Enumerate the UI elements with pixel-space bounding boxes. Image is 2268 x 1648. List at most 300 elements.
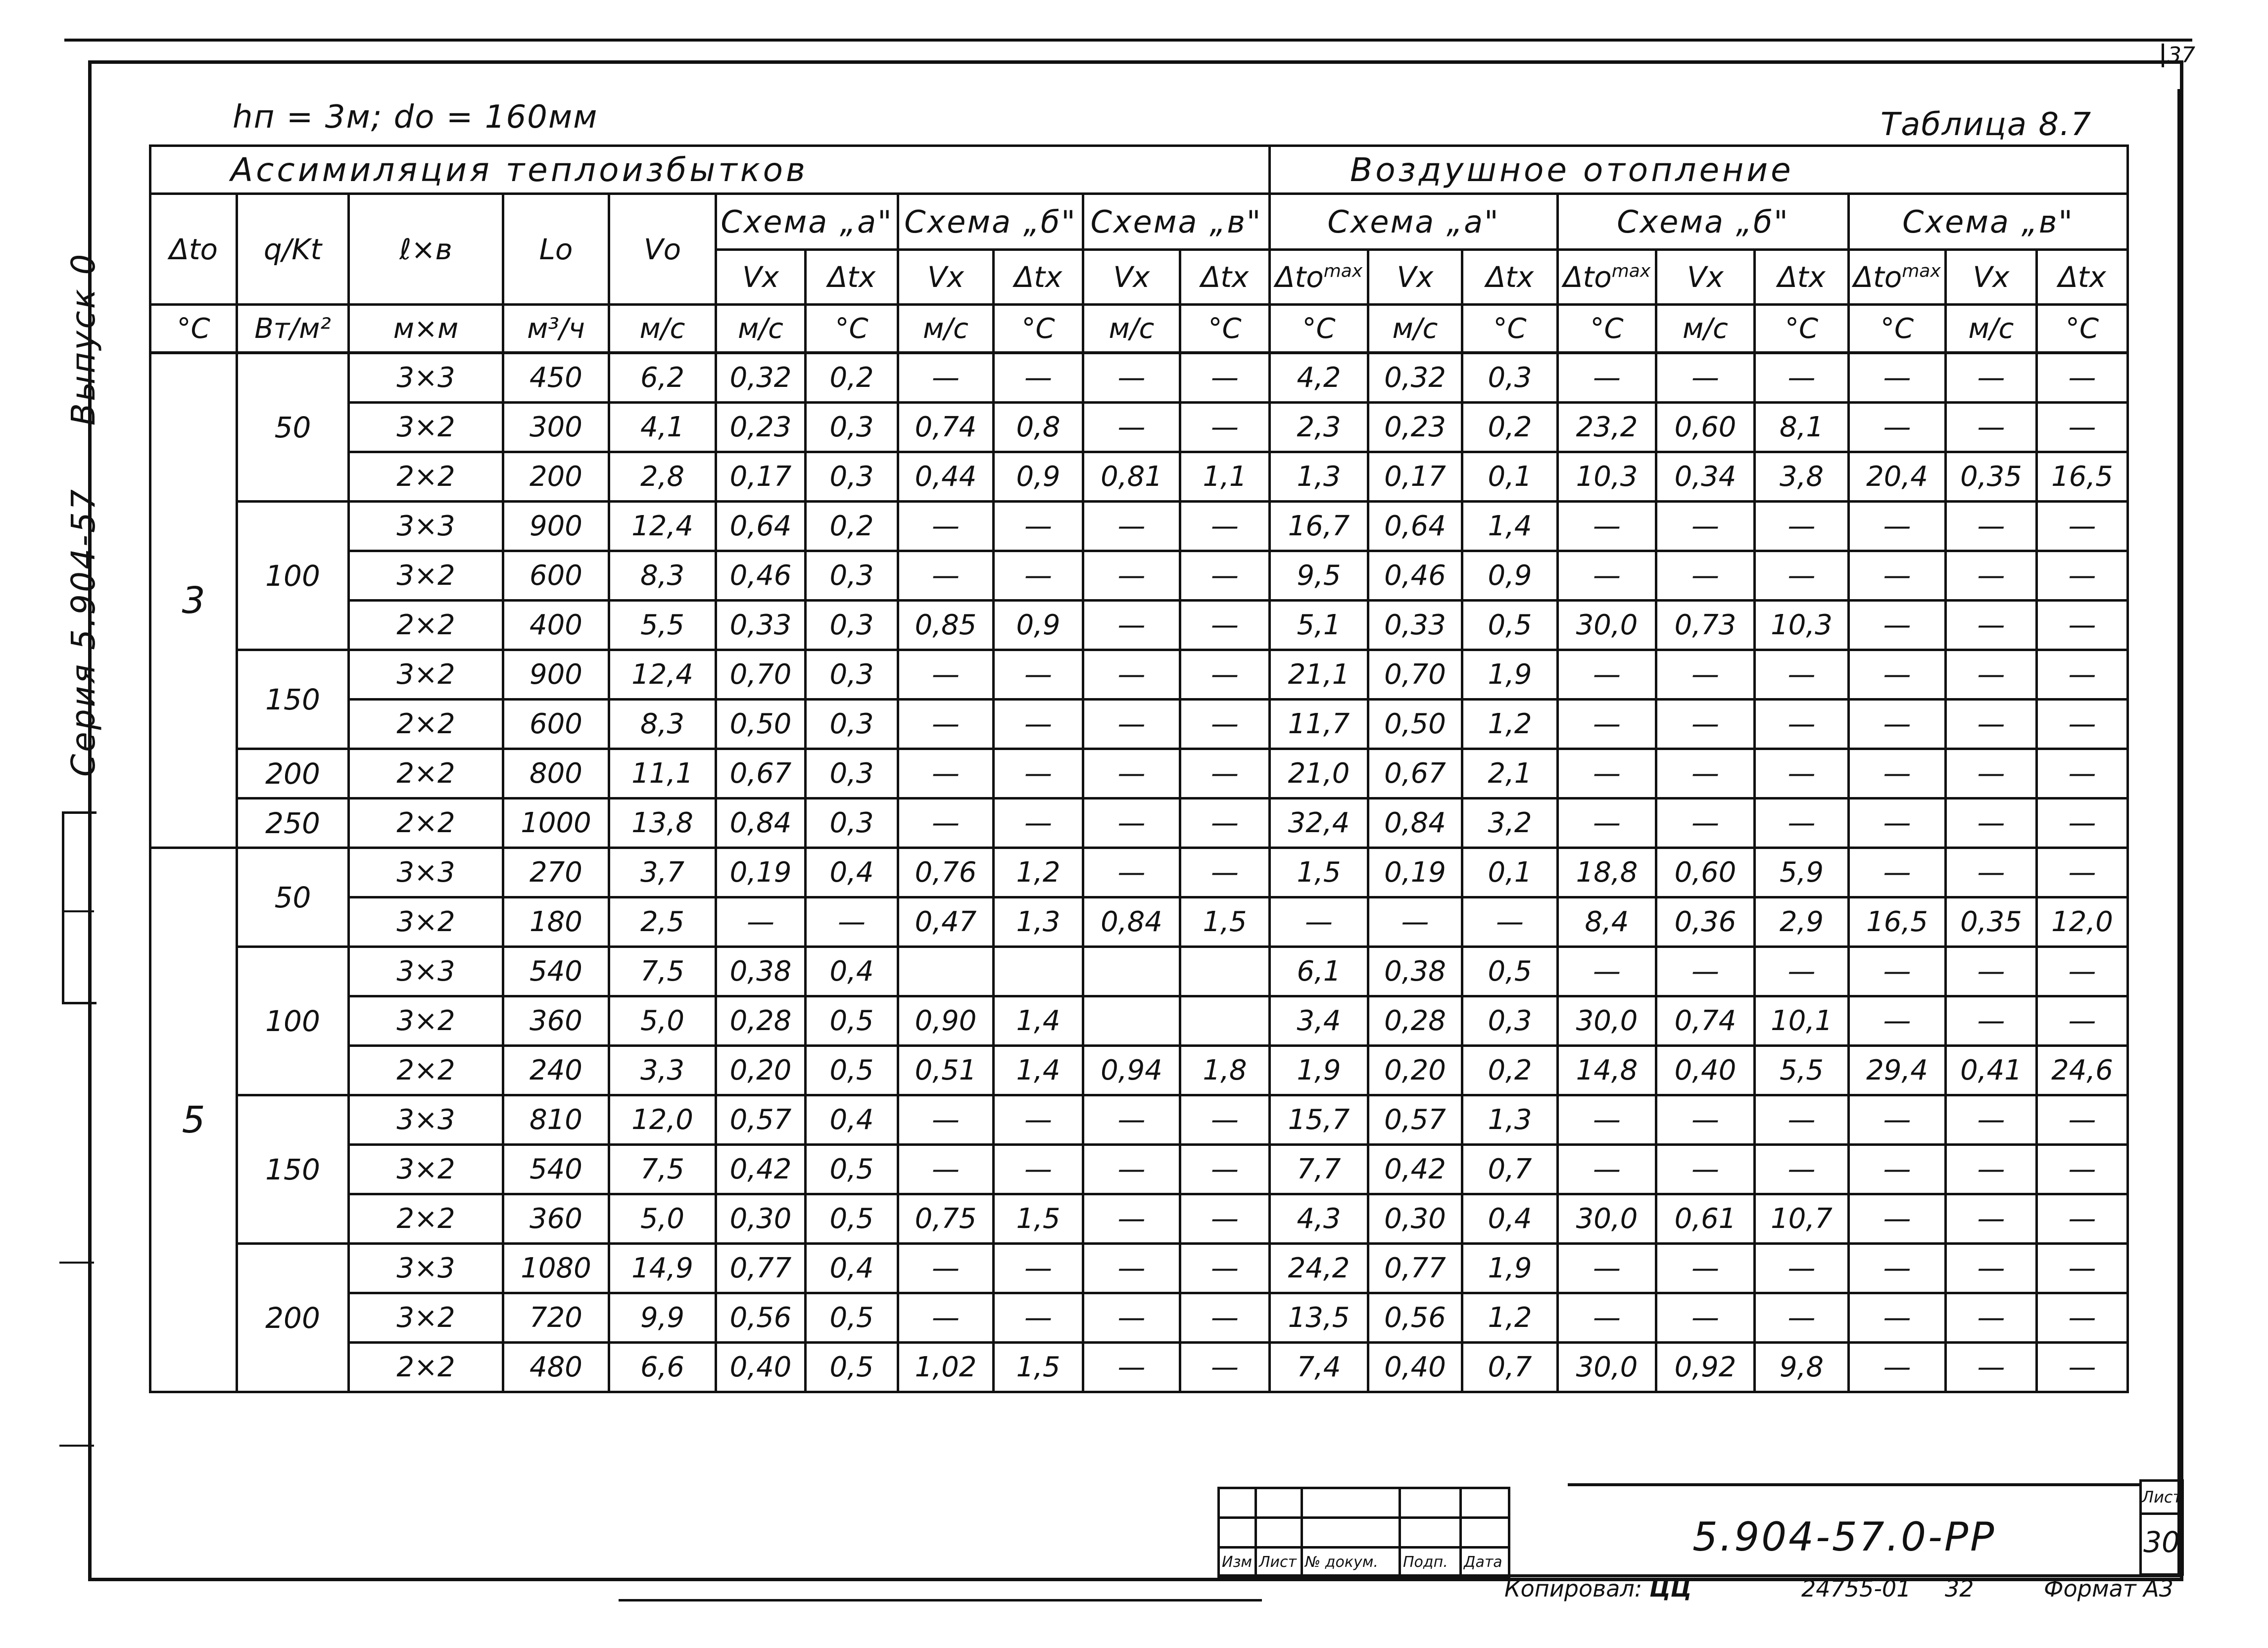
copied-by (1504, 1575, 1691, 1602)
unit-c: °C (2037, 305, 2128, 353)
table-cell: — (1368, 897, 1462, 947)
table-cell: 0,74 (898, 403, 994, 452)
table-cell: 0,50 (1368, 700, 1462, 749)
table-cell: — (1180, 1194, 1270, 1244)
table-cell: — (898, 353, 994, 403)
table-cell: 2×2 (349, 452, 503, 502)
table-row (150, 551, 2128, 601)
table-cell: 5,5 (609, 601, 716, 650)
table-cell: 0,9 (994, 452, 1083, 502)
unit-Vo: м/с (609, 305, 716, 353)
table-cell: 0,9 (994, 601, 1083, 650)
table-cell: 0,38 (1368, 947, 1462, 996)
units-row (150, 305, 2128, 353)
table-cell: — (1755, 1244, 1849, 1293)
unit-Lo: м³/ч (503, 305, 609, 353)
col-ndok: № докум. (1302, 1548, 1400, 1577)
table-cell: 3×3 (349, 1244, 503, 1293)
heat-scheme-b: Схема „б" (1558, 194, 1849, 250)
table-cell: — (898, 502, 994, 551)
table-cell: 12,4 (609, 502, 716, 551)
table-row (150, 1293, 2128, 1343)
table-cell: 0,5 (806, 996, 898, 1046)
table-cell: 0,7 (1462, 1145, 1558, 1194)
table-cell: — (1083, 749, 1180, 799)
table-row (150, 1046, 2128, 1095)
table-cell: — (898, 650, 994, 700)
table-cell: 13,5 (1270, 1293, 1368, 1343)
table-cell: 1,4 (994, 996, 1083, 1046)
table-cell: — (898, 551, 994, 601)
table-row (150, 897, 2128, 947)
table-cell: 0,5 (1462, 601, 1558, 650)
table-cell: — (1180, 1145, 1270, 1194)
table-cell: — (1849, 749, 1946, 799)
table-cell: 0,42 (1368, 1145, 1462, 1194)
sub-dtomax (1270, 250, 1368, 305)
table-row (150, 996, 2128, 1046)
table-cell: 0,4 (1462, 1194, 1558, 1244)
table-cell: 14,8 (1558, 1046, 1656, 1095)
table-cell: 12,0 (2037, 897, 2128, 947)
table-cell: 0,32 (716, 353, 806, 403)
table-cell: 6,6 (609, 1343, 716, 1392)
col-header-Vo: Vо (609, 194, 716, 305)
table-cell: 2×2 (349, 799, 503, 848)
sub-dtx: Δtx (994, 250, 1083, 305)
order-sheet: 32 (1945, 1575, 1974, 1602)
table-cell: 2×2 (349, 601, 503, 650)
table-cell: — (1849, 1095, 1946, 1145)
table-cell: — (1849, 353, 1946, 403)
table-cell: — (1946, 1343, 2037, 1392)
table-cell: — (1946, 749, 2037, 799)
table-cell: 2,9 (1755, 897, 1849, 947)
table-cell: — (1849, 403, 1946, 452)
table-cell: 900 (503, 502, 609, 551)
left-margin-tick-3 (59, 1445, 94, 1447)
table-cell (1083, 947, 1180, 996)
table-cell: 1,3 (1270, 452, 1368, 502)
table-cell: 1,9 (1462, 650, 1558, 700)
table-cell: 0,4 (806, 1095, 898, 1145)
table-cell: — (2037, 1095, 2128, 1145)
dto-value: 3 (150, 353, 237, 848)
table-cell: — (2037, 1145, 2128, 1194)
title-block (1217, 1487, 1510, 1578)
table-cell: — (994, 1244, 1083, 1293)
col-podp: Подп. (1400, 1548, 1461, 1577)
table-cell: 16,5 (2037, 452, 2128, 502)
table-cell: — (994, 1095, 1083, 1145)
table-cell: 0,75 (898, 1194, 994, 1244)
heat-scheme-a: Схема „а" (1270, 194, 1558, 250)
table-cell: 0,20 (716, 1046, 806, 1095)
table-cell: — (1083, 403, 1180, 452)
table-cell: 1,4 (1462, 502, 1558, 551)
table-cell: 0,92 (1656, 1343, 1755, 1392)
sub-dtomax-label: Δto (1563, 260, 1612, 294)
table-cell: 0,94 (1083, 1046, 1180, 1095)
table-cell: 0,7 (1462, 1343, 1558, 1392)
table-cell: 6,2 (609, 353, 716, 403)
table-cell: 5,5 (1755, 1046, 1849, 1095)
table-cell: — (1849, 1343, 1946, 1392)
table-cell: 0,3 (806, 700, 898, 749)
q-value: 100 (237, 502, 349, 650)
table-cell: 240 (503, 1046, 609, 1095)
table-cell: 600 (503, 700, 609, 749)
table-cell (994, 947, 1083, 996)
table-cell: 20,4 (1849, 452, 1946, 502)
table-cell: 1,9 (1270, 1046, 1368, 1095)
sub-vx: Vx (1083, 250, 1180, 305)
table-cell: 30,0 (1558, 1194, 1656, 1244)
table-cell: — (1755, 700, 1849, 749)
table-cell: 3×3 (349, 848, 503, 897)
table-cell: — (994, 749, 1083, 799)
table-cell: — (1946, 551, 2037, 601)
col-data: Дата (1461, 1548, 1509, 1577)
table-cell: 0,5 (806, 1145, 898, 1194)
table-cell: 0,73 (1656, 601, 1755, 650)
table-cell: 6,1 (1270, 947, 1368, 996)
sub-vx: Vx (898, 250, 994, 305)
scheme-header-row (150, 194, 2128, 250)
table-cell: 200 (503, 452, 609, 502)
table-cell: 2×2 (349, 1343, 503, 1392)
table-cell: — (1180, 1095, 1270, 1145)
table-cell: 3×3 (349, 502, 503, 551)
table-cell: 0,3 (806, 799, 898, 848)
assim-scheme-b: Схема „б" (898, 194, 1083, 250)
table-cell: — (1656, 700, 1755, 749)
sub-max: max (1611, 261, 1651, 282)
table-cell: 360 (503, 1194, 609, 1244)
table-cell: 3×2 (349, 897, 503, 947)
sub-dtomax (1849, 250, 1946, 305)
table-cell: — (1656, 353, 1755, 403)
table-cell: — (1946, 700, 2037, 749)
table-cell: — (898, 799, 994, 848)
table-cell: — (1558, 947, 1656, 996)
table-cell: 0,41 (1946, 1046, 2037, 1095)
table-cell: 0,70 (1368, 650, 1462, 700)
table-cell: 0,81 (1083, 452, 1180, 502)
table-cell: — (898, 700, 994, 749)
table-cell: 1080 (503, 1244, 609, 1293)
unit-lxb: м×м (349, 305, 503, 353)
table-cell: — (1946, 1293, 2037, 1343)
table-row (150, 601, 2128, 650)
table-row (150, 848, 2128, 897)
table-cell: 10,7 (1755, 1194, 1849, 1244)
table-row (150, 403, 2128, 452)
table-cell: 0,40 (1368, 1343, 1462, 1392)
table-cell: 24,6 (2037, 1046, 2128, 1095)
table-cell: 24,2 (1270, 1244, 1368, 1293)
table-cell: 0,61 (1656, 1194, 1755, 1244)
table-cell: 0,51 (898, 1046, 994, 1095)
table-cell: 1,02 (898, 1343, 994, 1392)
table-cell: — (1558, 799, 1656, 848)
table-cell: 3×3 (349, 1095, 503, 1145)
table-cell: 400 (503, 601, 609, 650)
table-row (150, 353, 2128, 403)
table-cell: — (1849, 650, 1946, 700)
table-cell: 3,3 (609, 1046, 716, 1095)
table-cell: — (1755, 353, 1849, 403)
table-cell: — (1946, 502, 2037, 551)
table-cell: 0,85 (898, 601, 994, 650)
q-value: 50 (237, 848, 349, 947)
table-cell: 13,8 (609, 799, 716, 848)
table-cell: — (2037, 353, 2128, 403)
table-cell: 180 (503, 897, 609, 947)
table-cell: — (1656, 1244, 1755, 1293)
table-cell: 0,5 (806, 1293, 898, 1343)
table-cell: — (1083, 1244, 1180, 1293)
table-cell: — (1656, 650, 1755, 700)
table-cell: 0,57 (716, 1095, 806, 1145)
table-cell: — (2037, 403, 2128, 452)
table-cell: — (2037, 1343, 2128, 1392)
table-cell: 0,28 (1368, 996, 1462, 1046)
table-cell: — (2037, 996, 2128, 1046)
table-body (150, 353, 2128, 1392)
table-cell: — (1755, 551, 1849, 601)
table-cell: 0,4 (806, 848, 898, 897)
table-cell: 3×2 (349, 403, 503, 452)
table-cell: 0,70 (716, 650, 806, 700)
table-cell: 0,30 (1368, 1194, 1462, 1244)
table-cell: 0,1 (1462, 848, 1558, 897)
table-row (150, 502, 2128, 551)
table-cell: — (1755, 650, 1849, 700)
sub-vx: Vx (1946, 250, 2037, 305)
table-title: Таблица 8.7 (1881, 106, 2092, 143)
table-cell: 1,1 (1180, 452, 1270, 502)
table-cell: 12,4 (609, 650, 716, 700)
unit-c: °C (1270, 305, 1368, 353)
table-cell: 810 (503, 1095, 609, 1145)
table-cell (1083, 996, 1180, 1046)
table-cell: 2×2 (349, 1194, 503, 1244)
table-cell: — (1083, 1293, 1180, 1343)
table-cell: — (1755, 1293, 1849, 1343)
table-cell: — (1849, 1293, 1946, 1343)
table-cell: 1,2 (1462, 1293, 1558, 1343)
unit-ms: м/с (1083, 305, 1180, 353)
table-cell: — (1270, 897, 1368, 947)
table-cell: — (1849, 601, 1946, 650)
table-cell: — (1946, 601, 2037, 650)
unit-dto: °C (150, 305, 237, 353)
table-cell: 11,7 (1270, 700, 1368, 749)
table-cell: — (2037, 551, 2128, 601)
sub-dtomax-label: Δto (1275, 260, 1324, 294)
table-cell: 0,3 (1462, 996, 1558, 1046)
table-cell: 0,35 (1946, 452, 2037, 502)
unit-c: °C (806, 305, 898, 353)
table-row (150, 650, 2128, 700)
table-cell: 8,4 (1558, 897, 1656, 947)
table-cell: 0,30 (716, 1194, 806, 1244)
table-cell: 21,1 (1270, 650, 1368, 700)
table-cell: 0,47 (898, 897, 994, 947)
table-cell: — (898, 1145, 994, 1194)
col-izm: Изм (1219, 1548, 1256, 1577)
table-cell: 900 (503, 650, 609, 700)
table-cell: 4,3 (1270, 1194, 1368, 1244)
table-cell: — (1946, 1095, 2037, 1145)
table-cell: 30,0 (1558, 601, 1656, 650)
table-cell: 0,33 (716, 601, 806, 650)
table-cell: — (1180, 700, 1270, 749)
table-cell: 0,3 (1462, 353, 1558, 403)
table-cell: — (2037, 848, 2128, 897)
assim-scheme-v: Схема „в" (1083, 194, 1270, 250)
right-frame-line (2177, 89, 2180, 1573)
table-cell: — (1558, 700, 1656, 749)
table-cell: 0,36 (1656, 897, 1755, 947)
table-cell: 14,9 (609, 1244, 716, 1293)
table-cell: 0,19 (716, 848, 806, 897)
q-value: 100 (237, 947, 349, 1095)
table-cell: 9,5 (1270, 551, 1368, 601)
table-cell: 10,1 (1755, 996, 1849, 1046)
sub-dtomax (1558, 250, 1656, 305)
table-row (150, 452, 2128, 502)
table-cell: — (1180, 403, 1270, 452)
table-cell: 0,34 (1656, 452, 1755, 502)
table-cell: 3×2 (349, 996, 503, 1046)
table-cell: — (1755, 749, 1849, 799)
sub-vx: Vx (1368, 250, 1462, 305)
table-cell: 3,2 (1462, 799, 1558, 848)
table-cell: — (1946, 947, 2037, 996)
table-cell: — (2037, 700, 2128, 749)
table-cell: 5,0 (609, 1194, 716, 1244)
section-heating: Воздушное отопление (1270, 146, 2128, 194)
table-cell: — (1180, 502, 1270, 551)
table-cell: 0,77 (716, 1244, 806, 1293)
table-cell: 0,5 (806, 1194, 898, 1244)
left-margin-boxes (62, 811, 97, 1004)
table-cell: 0,2 (1462, 403, 1558, 452)
table-cell: — (2037, 749, 2128, 799)
table-cell: — (1558, 749, 1656, 799)
table-cell: — (1755, 1145, 1849, 1194)
sub-dtx: Δtx (1180, 250, 1270, 305)
table-cell: 9,8 (1755, 1343, 1849, 1392)
table-cell: — (1946, 1145, 2037, 1194)
table-cell: 450 (503, 353, 609, 403)
table-cell: 0,1 (1462, 452, 1558, 502)
col-header-dto: Δto (150, 194, 237, 305)
table-cell: 0,2 (1462, 1046, 1558, 1095)
table-cell: — (1180, 1343, 1270, 1392)
sub-vx: Vx (1656, 250, 1755, 305)
table-cell: 0,38 (716, 947, 806, 996)
table-cell: — (1180, 601, 1270, 650)
left-margin-series (64, 252, 102, 777)
table-cell: — (1849, 799, 1946, 848)
table-cell: 8,1 (1755, 403, 1849, 452)
table-cell: — (1849, 502, 1946, 551)
table-cell: — (806, 897, 898, 947)
table-row (150, 947, 2128, 996)
table-cell: — (1849, 996, 1946, 1046)
table-cell: 7,5 (609, 1145, 716, 1194)
table-cell: 300 (503, 403, 609, 452)
table-cell: 18,8 (1558, 848, 1656, 897)
table-cell: 0,40 (716, 1343, 806, 1392)
table-cell: 800 (503, 749, 609, 799)
table-cell: 5,1 (1270, 601, 1368, 650)
table-cell: 2,3 (1270, 403, 1368, 452)
table-cell: 1000 (503, 799, 609, 848)
sheet-label: Лист (2142, 1482, 2181, 1515)
table-cell: 0,33 (1368, 601, 1462, 650)
unit-ms: м/с (1946, 305, 2037, 353)
doc-code: 5.904-57.0-РР (1692, 1514, 1996, 1560)
table-cell: — (1558, 650, 1656, 700)
bottom-trim-line (619, 1599, 1262, 1601)
table-cell: 0,19 (1368, 848, 1462, 897)
sub-dtx: Δtx (806, 250, 898, 305)
series-label: Серия 5.904-57 (64, 487, 102, 777)
table-cell: 0,60 (1656, 403, 1755, 452)
table-cell: 11,1 (609, 749, 716, 799)
unit-c: °C (1180, 305, 1270, 353)
table-cell: 0,17 (1368, 452, 1462, 502)
col-header-q: q/Kt (237, 194, 349, 305)
table-cell: 1,8 (1180, 1046, 1270, 1095)
table-cell: — (1849, 1145, 1946, 1194)
q-value: 50 (237, 353, 349, 502)
table-cell: — (1083, 1343, 1180, 1392)
table-cell: — (1656, 1293, 1755, 1343)
table-row (150, 1145, 2128, 1194)
table-cell: 4,2 (1270, 353, 1368, 403)
unit-q: Вт/м² (237, 305, 349, 353)
table-cell: 0,5 (806, 1343, 898, 1392)
table-cell: — (1180, 551, 1270, 601)
table-cell: 540 (503, 947, 609, 996)
table-cell: 5,0 (609, 996, 716, 1046)
table-cell: — (1656, 1095, 1755, 1145)
table-cell: 3×2 (349, 1145, 503, 1194)
table-cell: 0,64 (1368, 502, 1462, 551)
table-cell: — (1755, 947, 1849, 996)
table-row (150, 799, 2128, 848)
table-cell: 0,74 (1656, 996, 1755, 1046)
table-cell: 1,4 (994, 1046, 1083, 1095)
table-cell: — (1180, 848, 1270, 897)
table-cell (898, 947, 994, 996)
table-cell: 10,3 (1558, 452, 1656, 502)
table-cell: — (2037, 1244, 2128, 1293)
q-value: 200 (237, 749, 349, 799)
table-cell: — (1946, 403, 2037, 452)
table-cell: — (2037, 502, 2128, 551)
table-row (150, 749, 2128, 799)
table-cell: 3×2 (349, 551, 503, 601)
table-cell: — (1462, 897, 1558, 947)
table-cell: 0,3 (806, 749, 898, 799)
table-cell: — (994, 650, 1083, 700)
